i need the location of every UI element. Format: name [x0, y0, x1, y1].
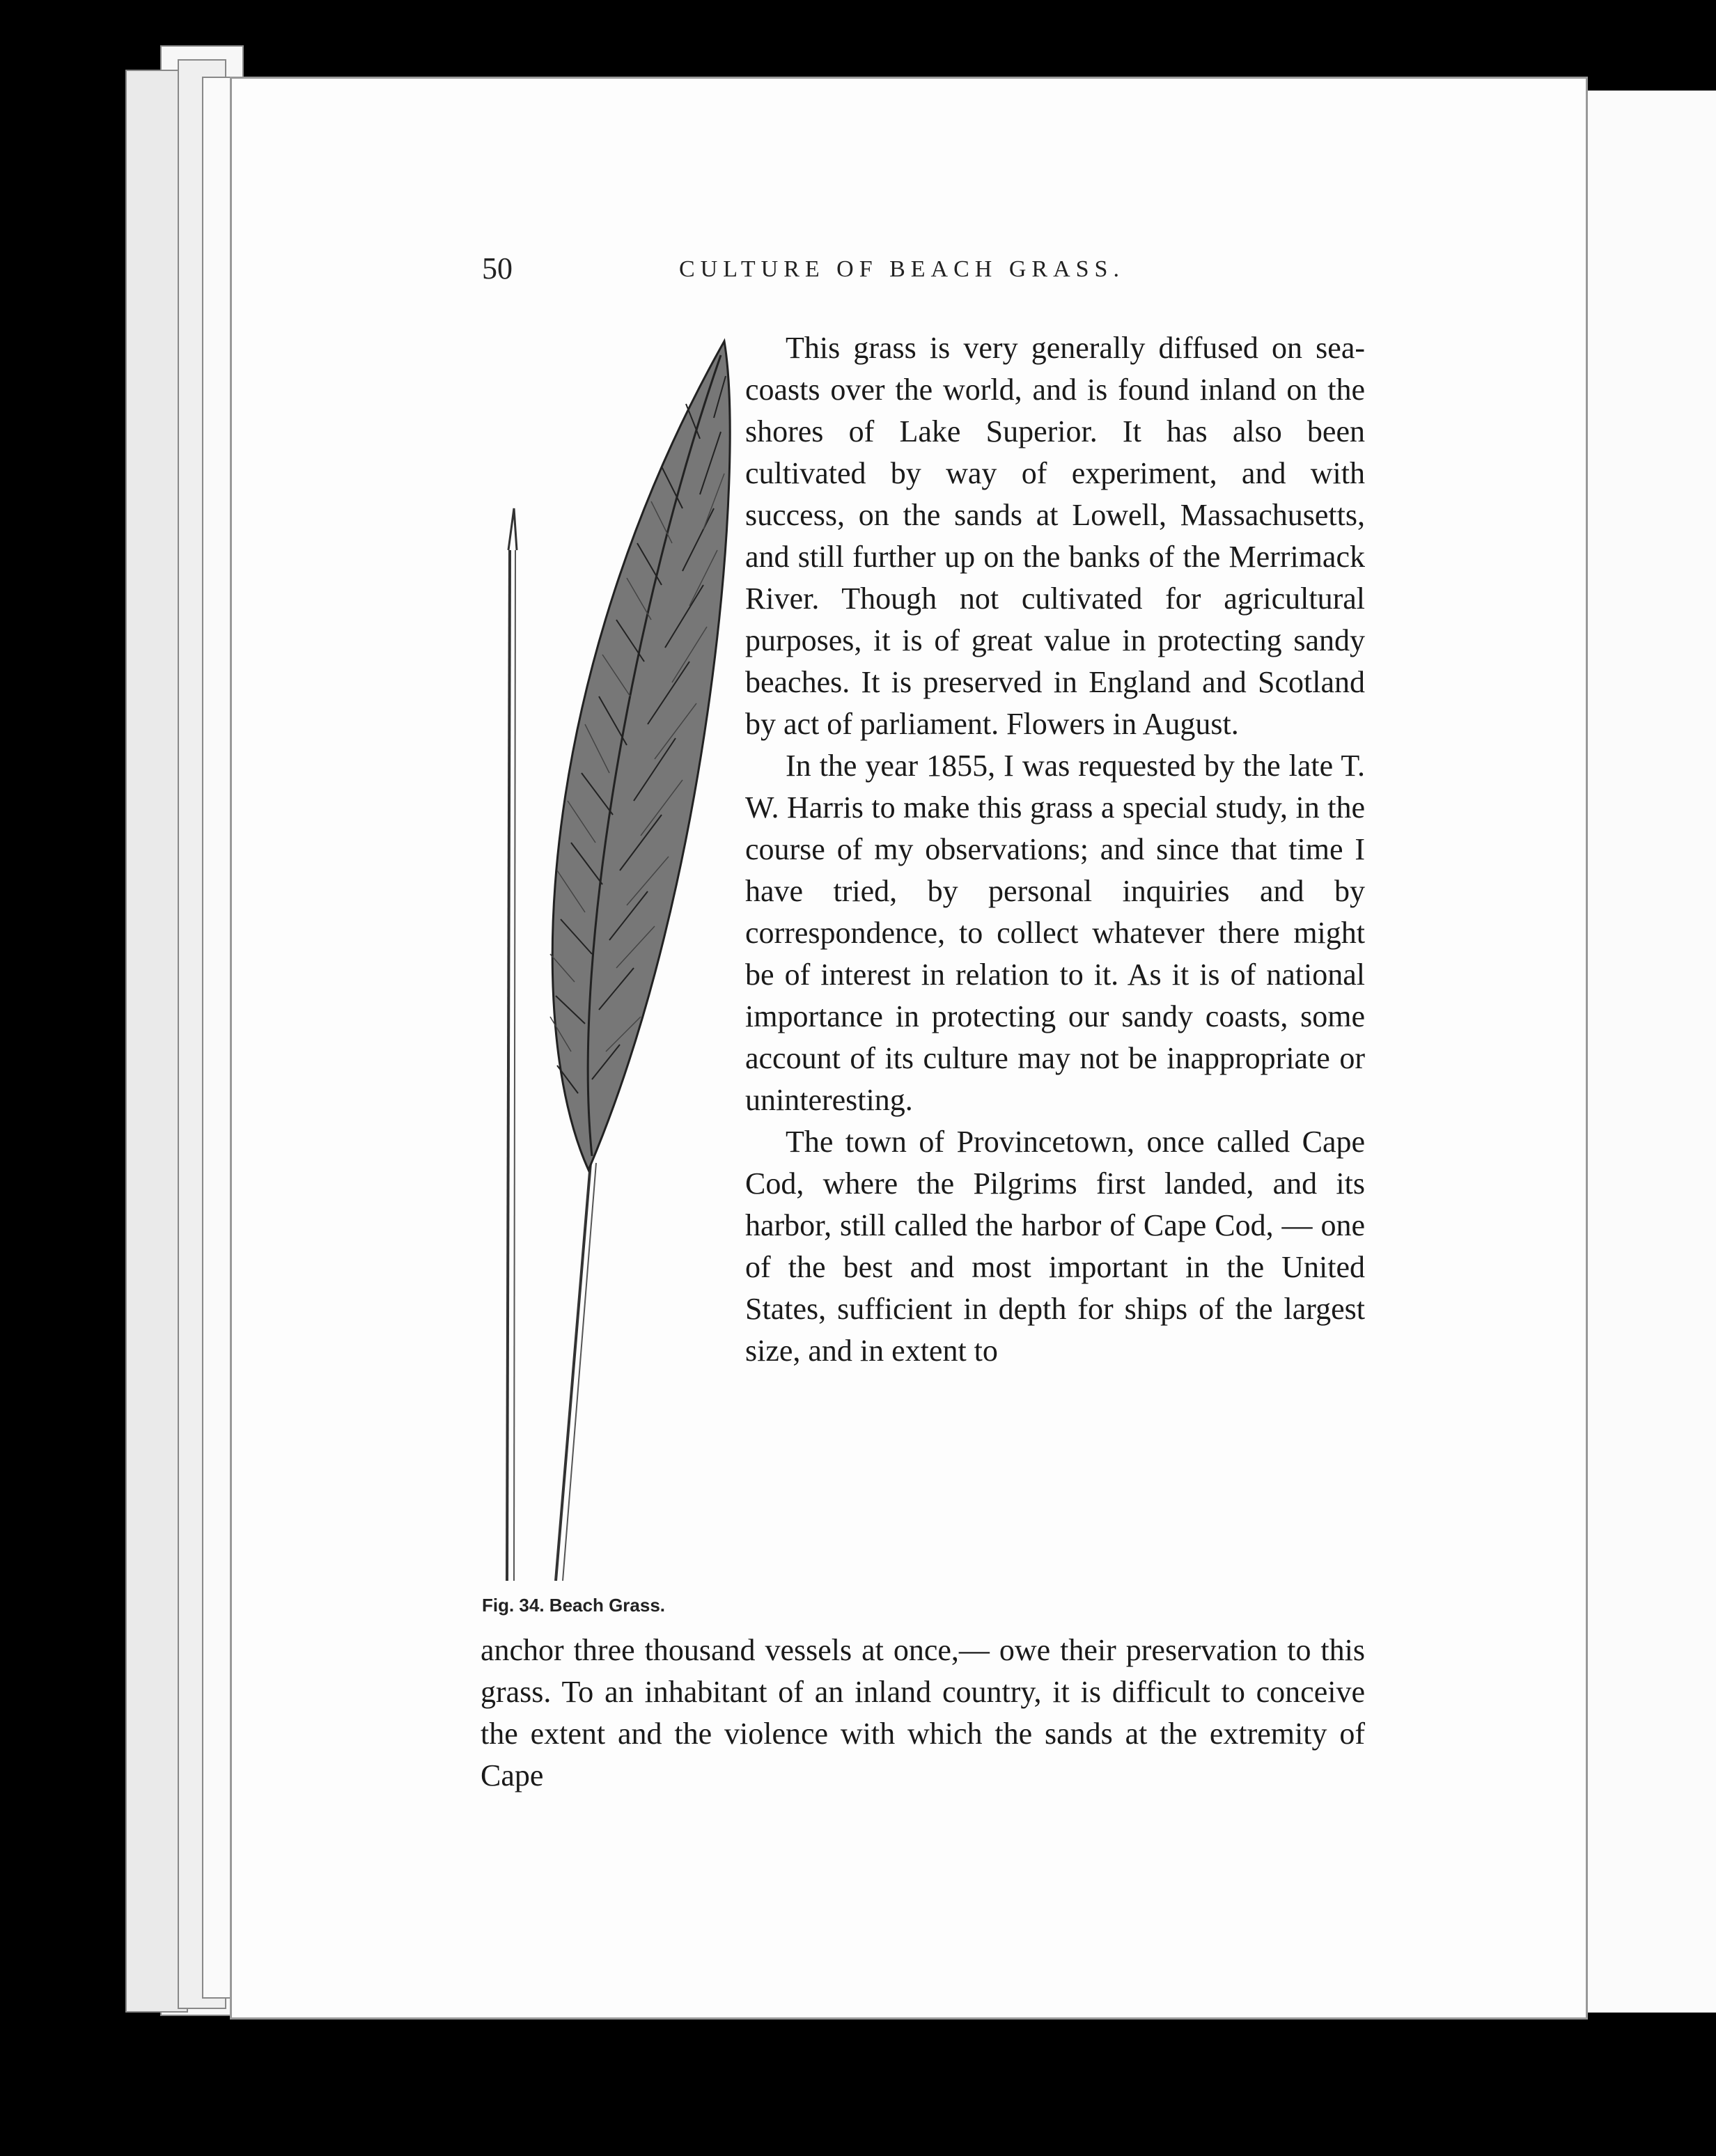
- paragraph: In the year 1855, I was requested by the late T. W. Harris to make this grass a special study, in the course of my observations; and since that time I have tried, by personal inquiries and by correspondence, to collect whatever there might be of interest in relation to it. As it is of national importance in protecting our sandy coasts, some account of its culture may not be inappropriate or uninteresting.: [745, 749, 1365, 1117]
- facing-page: [1574, 91, 1716, 2013]
- beach-grass-illustration: [474, 327, 752, 1581]
- paragraph: This grass is very generally diffused on sea-coasts over the world, and is found inland on the shores of Lake Superior. It has also been cultivated by way of experiment, and with success, on the sands at Lowell, Massachusetts, and still further up on the banks of the Merrimack River. Though not cultivated for agricultural purposes, it is of great value in protecting sandy beaches. It is preserved in England and Scotland by act of parliament. Flowers in August.: [745, 331, 1365, 741]
- body-text: [745, 327, 1365, 1372]
- running-head: CULTURE OF BEACH GRASS.: [679, 256, 1125, 282]
- paragraph: The town of Provincetown, once called Cape Cod, where the Pilgrims first landed, and its harbor, still called the harbor of Cape Cod, — one of the best and most important in the United States, sufficient in depth for ships of the largest size, and in extent to: [745, 1125, 1365, 1368]
- figure-caption: Fig. 34. Beach Grass.: [482, 1595, 666, 1616]
- page-number: 50: [482, 251, 513, 286]
- paragraph-continuation: anchor three thousand vessels at once,— owe their preservation to this grass. To an inhabitant of an inland country, it is difficult to conceive the extent and the violence with which the sands at the extremity of Cape: [481, 1633, 1365, 1792]
